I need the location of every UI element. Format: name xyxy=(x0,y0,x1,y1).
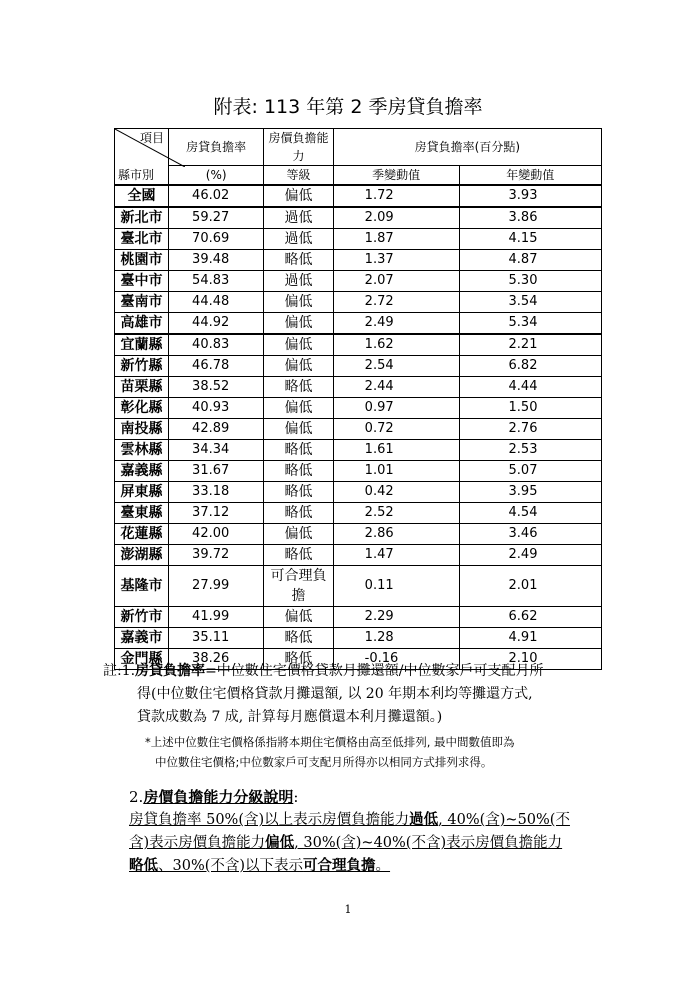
table-row xyxy=(115,229,602,250)
qoq-change-cell: 1.87 xyxy=(333,229,459,250)
county-name-cell: 南投縣 xyxy=(115,419,169,440)
qoq-change-cell: 0.42 xyxy=(333,482,459,503)
qoq-change-cell: 2.54 xyxy=(333,356,459,377)
yoy-change-cell: 3.86 xyxy=(459,207,601,229)
header-level-grade: 等級 xyxy=(264,166,333,186)
note-1-line-1 xyxy=(103,660,544,682)
county-name-cell: 新竹縣 xyxy=(115,356,169,377)
affordability-level-cell: 偏低 xyxy=(264,524,333,545)
county-name-cell: 彰化縣 xyxy=(115,398,169,419)
county-name-cell: 新北市 xyxy=(115,207,169,229)
yoy-change-cell: 2.53 xyxy=(459,440,601,461)
burden-rate-cell: 46.78 xyxy=(169,356,264,377)
affordability-level-cell: 略低 xyxy=(264,503,333,524)
burden-rate-cell: 34.34 xyxy=(169,440,264,461)
header-yoy: 年變動值 xyxy=(459,166,601,186)
county-name-cell: 臺南市 xyxy=(115,292,169,313)
burden-rate-cell: 59.27 xyxy=(169,207,264,229)
yoy-change-cell: 5.07 xyxy=(459,461,601,482)
burden-rate-cell: 38.52 xyxy=(169,377,264,398)
county-name-cell: 嘉義市 xyxy=(115,628,169,649)
county-name-cell: 全國 xyxy=(115,185,169,207)
burden-rate-cell: 39.48 xyxy=(169,250,264,271)
yoy-change-cell: 5.30 xyxy=(459,271,601,292)
header-qoq: 季變動值 xyxy=(333,166,459,186)
yoy-change-cell: 4.87 xyxy=(459,250,601,271)
note-2-end: 。 xyxy=(375,858,391,874)
mortgage-burden-table xyxy=(114,128,602,670)
note-2-a: 房貸負擔率 50%(含)以上表示房價負擔能力 xyxy=(129,812,410,828)
burden-rate-cell: 31.67 xyxy=(169,461,264,482)
county-name-cell: 臺北市 xyxy=(115,229,169,250)
affordability-level-cell: 略低 xyxy=(264,461,333,482)
yoy-change-cell: 2.01 xyxy=(459,566,601,607)
note-1-term: 房貸負擔率 xyxy=(135,663,206,679)
affordability-level-cell: 偏低 xyxy=(264,334,333,356)
county-name-cell: 宜蘭縣 xyxy=(115,334,169,356)
note-2-prefix: 2. xyxy=(129,788,144,806)
qoq-change-cell: 1.28 xyxy=(333,628,459,649)
burden-rate-cell: 41.99 xyxy=(169,607,264,628)
note-1-sub-1: *上述中位數住宅價格係指將本期住宅價格由高至低排列, 最中間數值即為 xyxy=(145,735,515,749)
qoq-change-cell: 2.52 xyxy=(333,503,459,524)
burden-rate-cell: 42.89 xyxy=(169,419,264,440)
county-name-cell: 金門縣 xyxy=(115,649,169,670)
affordability-level-cell: 偏低 xyxy=(264,356,333,377)
header-row-2 xyxy=(115,166,602,186)
burden-rate-cell: 40.93 xyxy=(169,398,264,419)
table-row xyxy=(115,545,602,566)
note-1-text-1: =中位數住宅價格貸款月攤還額/中位數家戶可支配月所 xyxy=(205,663,544,679)
county-name-cell: 澎湖縣 xyxy=(115,545,169,566)
burden-rate-cell: 39.72 xyxy=(169,545,264,566)
yoy-change-cell: 5.34 xyxy=(459,313,601,335)
table-row xyxy=(115,292,602,313)
yoy-change-cell: 3.54 xyxy=(459,292,601,313)
table-row xyxy=(115,250,602,271)
table-row xyxy=(115,271,602,292)
yoy-change-cell: 4.91 xyxy=(459,628,601,649)
table-row xyxy=(115,461,602,482)
burden-rate-cell: 42.00 xyxy=(169,524,264,545)
note-2-level-slightly-low: 略低 xyxy=(129,858,158,874)
note-2-d: , 30%(含)~40%(不含)表示房價負擔能力 xyxy=(294,835,563,851)
qoq-change-cell: 0.72 xyxy=(333,419,459,440)
note-2-level-affordable: 可合理負擔 xyxy=(303,858,376,874)
qoq-change-cell: 0.97 xyxy=(333,398,459,419)
note-1-sub-2: 中位數住宅價格;中位數家戶可支配月所得亦以相同方式排列求得。 xyxy=(155,755,493,769)
yoy-change-cell: 2.21 xyxy=(459,334,601,356)
header-level: 房價負擔能力 xyxy=(264,129,333,166)
table-row xyxy=(115,377,602,398)
county-name-cell: 雲林縣 xyxy=(115,440,169,461)
burden-rate-cell: 35.11 xyxy=(169,628,264,649)
note-2-f: 、30%(不含)以下表示 xyxy=(158,858,304,874)
table-row xyxy=(115,398,602,419)
yoy-change-cell: 4.54 xyxy=(459,503,601,524)
table-row xyxy=(115,356,602,377)
affordability-level-cell: 偏低 xyxy=(264,607,333,628)
qoq-change-cell: 2.86 xyxy=(333,524,459,545)
affordability-level-cell: 略低 xyxy=(264,482,333,503)
note-2-colon: : xyxy=(293,788,299,806)
affordability-level-cell: 過低 xyxy=(264,229,333,250)
burden-rate-cell: 44.92 xyxy=(169,313,264,335)
qoq-change-cell: 1.01 xyxy=(333,461,459,482)
qoq-change-cell: 2.49 xyxy=(333,313,459,335)
yoy-change-cell: 4.44 xyxy=(459,377,601,398)
yoy-change-cell: 1.50 xyxy=(459,398,601,419)
header-row-1 xyxy=(115,129,602,166)
qoq-change-cell: 2.44 xyxy=(333,377,459,398)
header-rate-unit: (%) xyxy=(169,166,264,186)
header-county: 縣市別 xyxy=(118,168,155,182)
burden-rate-cell: 70.69 xyxy=(169,229,264,250)
county-name-cell: 嘉義縣 xyxy=(115,461,169,482)
yoy-change-cell: 3.95 xyxy=(459,482,601,503)
table-row xyxy=(115,607,602,628)
qoq-change-cell: 1.47 xyxy=(333,545,459,566)
header-change-group: 房貸負擔率(百分點) xyxy=(333,129,601,166)
table-row xyxy=(115,566,602,607)
qoq-change-cell: 0.11 xyxy=(333,566,459,607)
burden-rate-cell: 54.83 xyxy=(169,271,264,292)
header-item: 項目 xyxy=(140,131,165,145)
table-row xyxy=(115,628,602,649)
qoq-change-cell: 2.07 xyxy=(333,271,459,292)
affordability-level-cell: 偏低 xyxy=(264,313,333,335)
qoq-change-cell: 2.72 xyxy=(333,292,459,313)
affordability-level-cell: 過低 xyxy=(264,207,333,229)
note-1-prefix: 註:1. xyxy=(103,663,136,679)
burden-rate-cell: 33.18 xyxy=(169,482,264,503)
note-2-level-too-low: 過低 xyxy=(409,812,439,828)
table-row xyxy=(115,207,602,229)
yoy-change-cell: 2.76 xyxy=(459,419,601,440)
county-name-cell: 高雄市 xyxy=(115,313,169,335)
burden-rate-cell: 27.99 xyxy=(169,566,264,607)
yoy-change-cell: 2.10 xyxy=(459,649,601,670)
qoq-change-cell: 1.61 xyxy=(333,440,459,461)
table-row xyxy=(115,185,602,207)
burden-rate-cell: 44.48 xyxy=(169,292,264,313)
affordability-level-cell: 過低 xyxy=(264,271,333,292)
note-2-line-1 xyxy=(129,809,570,831)
county-name-cell: 基隆市 xyxy=(115,566,169,607)
note-2-level-low: 偏低 xyxy=(265,835,295,851)
yoy-change-cell: 2.49 xyxy=(459,545,601,566)
table-row xyxy=(115,313,602,335)
note-2-line-2 xyxy=(129,832,562,854)
county-name-cell: 桃園市 xyxy=(115,250,169,271)
table-row xyxy=(115,503,602,524)
affordability-level-cell: 略低 xyxy=(264,250,333,271)
yoy-change-cell: 6.82 xyxy=(459,356,601,377)
affordability-level-cell: 略低 xyxy=(264,649,333,670)
table-row xyxy=(115,419,602,440)
table-row xyxy=(115,482,602,503)
header-rate: 房貸負擔率 xyxy=(169,129,264,166)
burden-rate-cell: 40.83 xyxy=(169,334,264,356)
county-name-cell: 臺中市 xyxy=(115,271,169,292)
affordability-level-cell: 略低 xyxy=(264,628,333,649)
qoq-change-cell: 1.72 xyxy=(333,185,459,207)
affordability-level-cell: 偏低 xyxy=(264,185,333,207)
affordability-level-cell: 略低 xyxy=(264,545,333,566)
affordability-level-cell: 偏低 xyxy=(264,398,333,419)
affordability-level-cell: 偏低 xyxy=(264,292,333,313)
note-1-line-2: 得(中位數住宅價格貸款月攤還額, 以 20 年期本利均等攤還方式, xyxy=(137,686,533,702)
note-2-c: 含)表示房價負擔能力 xyxy=(129,835,266,851)
table-row xyxy=(115,524,602,545)
qoq-change-cell: -0.16 xyxy=(333,649,459,670)
page-title: 附表: 113 年第 2 季房貸負擔率 xyxy=(213,96,483,118)
qoq-change-cell: 1.62 xyxy=(333,334,459,356)
qoq-change-cell: 1.37 xyxy=(333,250,459,271)
qoq-change-cell: 2.09 xyxy=(333,207,459,229)
county-name-cell: 苗栗縣 xyxy=(115,377,169,398)
note-2-line-3 xyxy=(129,855,390,877)
table-row xyxy=(115,334,602,356)
yoy-change-cell: 4.15 xyxy=(459,229,601,250)
affordability-level-cell: 略低 xyxy=(264,440,333,461)
table-row xyxy=(115,440,602,461)
qoq-change-cell: 2.29 xyxy=(333,607,459,628)
burden-rate-cell: 37.12 xyxy=(169,503,264,524)
burden-rate-cell: 46.02 xyxy=(169,185,264,207)
note-2-heading xyxy=(129,786,298,808)
page-number: 1 xyxy=(344,903,352,916)
county-name-cell: 新竹市 xyxy=(115,607,169,628)
county-name-cell: 屏東縣 xyxy=(115,482,169,503)
yoy-change-cell: 3.46 xyxy=(459,524,601,545)
yoy-change-cell: 3.93 xyxy=(459,185,601,207)
affordability-level-cell: 可合理負擔 xyxy=(264,566,333,607)
yoy-change-cell: 6.62 xyxy=(459,607,601,628)
note-2-b: , 40%(含)~50%(不 xyxy=(438,812,570,828)
county-name-cell: 臺東縣 xyxy=(115,503,169,524)
affordability-level-cell: 略低 xyxy=(264,377,333,398)
burden-rate-cell: 38.26 xyxy=(169,649,264,670)
note-2-title: 房價負擔能力分級說明 xyxy=(143,788,294,806)
note-1-line-3: 貸款成數為 7 成, 計算每月應償還本利月攤還額。) xyxy=(137,709,443,725)
affordability-level-cell: 偏低 xyxy=(264,419,333,440)
county-name-cell: 花蓮縣 xyxy=(115,524,169,545)
corner-header-cell xyxy=(115,129,169,186)
